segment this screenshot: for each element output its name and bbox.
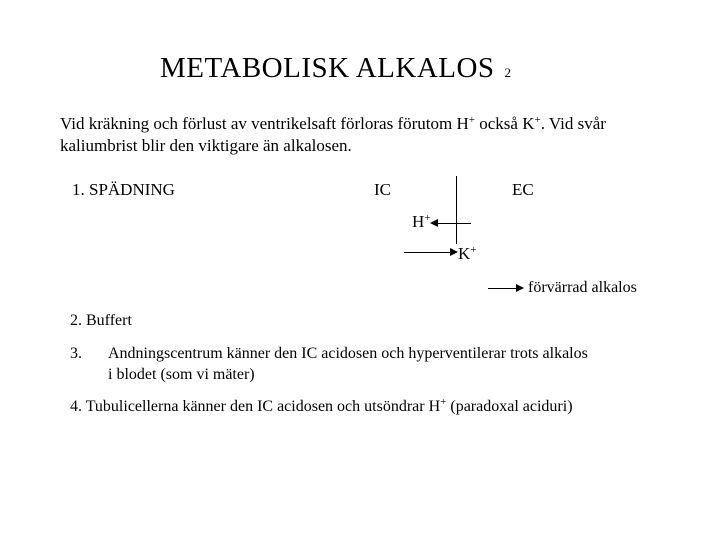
item-tubuli (70, 398, 573, 416)
result-arrow-shaft (488, 288, 518, 289)
dilution-label: 1. SPÄDNING (72, 180, 175, 199)
item-buffer: 2. Buffert (70, 312, 132, 329)
intro-part2: också K (474, 114, 535, 133)
intro-part3: . Vid svår kaliumbrist blir den viktigare än alkalosen. (60, 114, 606, 155)
k-ion-label (458, 244, 477, 264)
item3-number: 3. (70, 345, 82, 362)
h-arrow-shaft (434, 223, 471, 224)
title-text: METABOLISK ALKALOS (160, 52, 495, 84)
ec-label: EC (512, 180, 534, 199)
item-breathing (70, 343, 588, 383)
item3-line2: i blodet (som vi mäter) (108, 366, 255, 383)
intro-paragraph (60, 113, 660, 157)
item4-text-a: 4. Tubulicellerna känner den IC acidosen och utsöndrar H (70, 398, 441, 415)
h-arrow-head (430, 219, 438, 227)
slide-number: 2 (504, 65, 512, 80)
intro-sup1: + (468, 114, 475, 126)
k-charge: + (470, 244, 477, 256)
k-ion: K (458, 244, 471, 263)
k-arrow-head (450, 248, 458, 256)
result-label: förvärrad alkalos (528, 279, 637, 296)
h-ion-label (412, 212, 431, 232)
h-charge: + (424, 212, 431, 224)
h-ion: H (412, 212, 425, 231)
item4-sup: + (440, 396, 447, 408)
ic-label: IC (374, 180, 391, 199)
item3-text (108, 343, 588, 385)
item3-line1: Andningscentrum känner den IC acidosen och hyperventilerar trots alkalos (108, 345, 588, 362)
intro-part1: Vid kräkning och förlust av ventrikelsaft förloras förutom H (60, 114, 469, 133)
slide-title (160, 52, 512, 85)
item4-text-b: (paradoxal aciduri) (446, 398, 573, 415)
intro-sup2: + (534, 114, 541, 126)
k-arrow-shaft (404, 252, 452, 253)
result-arrow-head (516, 284, 524, 292)
membrane-line (456, 176, 457, 244)
